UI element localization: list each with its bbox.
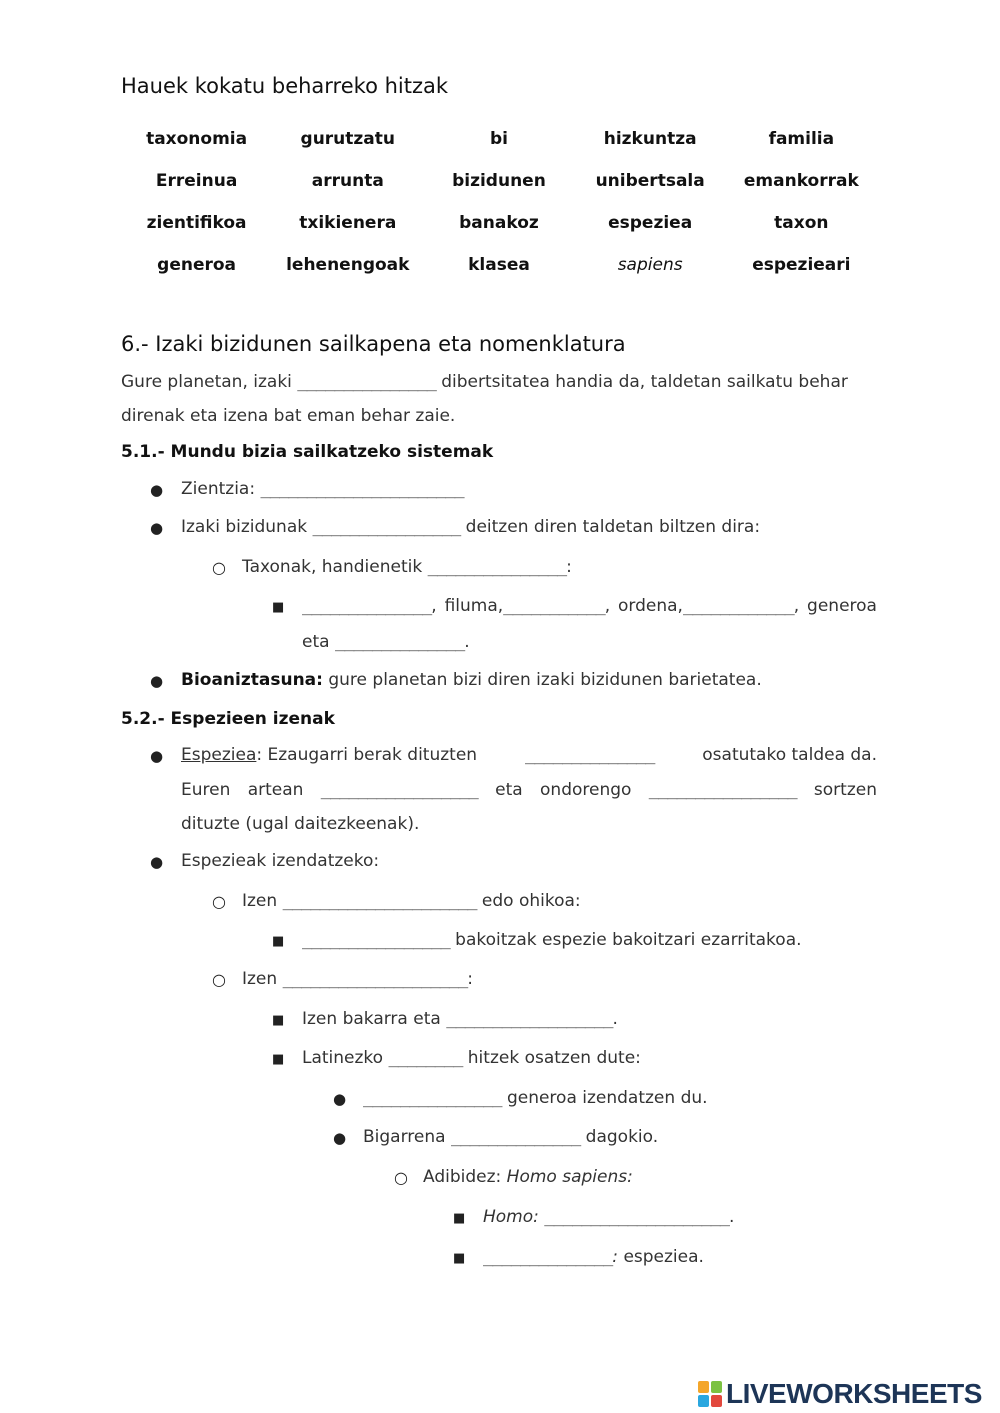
- text: Izen bakarra eta: [302, 1009, 441, 1029]
- disc-bullet-icon: ●: [150, 481, 164, 499]
- word[interactable]: sapiens: [617, 255, 683, 275]
- text: filuma,: [444, 596, 504, 616]
- square-bullet-icon: ■: [272, 1013, 285, 1028]
- text: edo ohikoa:: [481, 891, 581, 911]
- label: Zientzia:: [181, 479, 256, 499]
- intro-text: dibertsitatea handia da, taldetan sailkatu behar: [441, 372, 848, 392]
- word[interactable]: unibertsala: [595, 171, 705, 191]
- punct: :: [467, 969, 474, 989]
- taxon-list-line-2: [302, 632, 470, 652]
- blank-field[interactable]: ________________: [312, 517, 461, 537]
- word[interactable]: espeziea: [608, 213, 693, 233]
- word[interactable]: banakoz: [459, 213, 539, 233]
- punct: ,: [793, 596, 800, 616]
- hizkuntza-line: [302, 930, 802, 950]
- adibidez-line: [423, 1167, 633, 1187]
- blank-field[interactable]: ________: [388, 1048, 463, 1068]
- text: eta: [302, 632, 330, 652]
- text: Izaki bizidunak: [181, 517, 308, 537]
- square-bullet-icon: ■: [272, 934, 285, 949]
- text: gure planetan bizi diren izaki bizidunen barietatea.: [328, 670, 762, 690]
- square-bullet-icon: ■: [272, 600, 285, 615]
- word[interactable]: klasea: [468, 255, 530, 275]
- term: Bioaniztasuna:: [181, 670, 323, 690]
- text: deitzen diren taldetan biltzen dira:: [465, 517, 761, 537]
- blank-field[interactable]: ________________: [648, 780, 797, 800]
- blank-field[interactable]: ______________: [525, 745, 655, 765]
- punct: :: [612, 1247, 619, 1267]
- logo-text: LIVEWORKSHEETS: [726, 1378, 982, 1409]
- word[interactable]: familia: [768, 129, 835, 149]
- word[interactable]: espezieari: [752, 255, 851, 275]
- taxon-list-line: [302, 596, 877, 616]
- punct: :: [566, 557, 572, 577]
- disc-bullet-icon: ●: [333, 1129, 347, 1147]
- text: eta: [495, 780, 523, 800]
- circle-bullet-icon: ○: [212, 970, 226, 989]
- text: Latinezko: [302, 1048, 384, 1068]
- logo-mark-icon: [698, 1381, 722, 1407]
- word[interactable]: taxonomia: [146, 129, 248, 149]
- text: artean: [247, 780, 304, 800]
- blank-field[interactable]: _______________: [427, 557, 567, 577]
- izen-bakarra-line: [302, 1009, 618, 1029]
- word[interactable]: Erreinua: [155, 171, 238, 191]
- disc-bullet-icon: ●: [150, 672, 164, 690]
- word-bank-row: [121, 202, 877, 244]
- word[interactable]: hizkuntza: [603, 129, 697, 149]
- text: : Ezaugarri berak dituzten: [256, 745, 478, 765]
- text: generoa: [807, 596, 877, 616]
- square-bullet-icon: ■: [272, 1052, 285, 1067]
- word[interactable]: txikienera: [299, 213, 397, 233]
- disc-bullet-icon: ●: [333, 1090, 347, 1108]
- espeziea-line-2: [181, 780, 877, 800]
- punct: .: [464, 632, 470, 652]
- word[interactable]: arrunta: [311, 171, 384, 191]
- text: espeziea.: [623, 1247, 704, 1267]
- text: sortzen: [813, 780, 877, 800]
- disc-bullet-icon: ●: [150, 519, 164, 537]
- izendatzeko-line: Espezieak izendatzeko:: [181, 851, 380, 871]
- text: Izen: [242, 969, 278, 989]
- taxon-item: [618, 596, 799, 616]
- bigarrena-line: [363, 1127, 658, 1147]
- blank-field[interactable]: ____________________: [544, 1207, 729, 1227]
- punct: ,: [431, 596, 437, 616]
- blank-field[interactable]: ___________: [503, 596, 605, 616]
- word[interactable]: taxon: [774, 213, 829, 233]
- intro-line-1: [121, 365, 877, 399]
- text: dagokio.: [585, 1127, 659, 1147]
- word-bank-title: Hauek kokatu beharreko hitzak: [121, 74, 449, 98]
- text: generoa izendatzen du.: [506, 1088, 708, 1108]
- text: ondorengo: [540, 780, 632, 800]
- subsection-title: 5.1.- Mundu bizia sailkatzeko sistemak: [121, 442, 494, 462]
- text: Euren: [181, 780, 231, 800]
- square-bullet-icon: ■: [453, 1211, 466, 1226]
- blank-field[interactable]: _________________: [320, 780, 478, 800]
- espeziea-line-3: dituzte (ugal daitezkeenak).: [181, 814, 420, 834]
- blank-field[interactable]: _______________: [363, 1088, 502, 1108]
- homo-line: [483, 1207, 734, 1227]
- word[interactable]: generoa: [157, 255, 237, 275]
- blank-field[interactable]: ______________________: [260, 479, 464, 499]
- lehenengoa-line: [363, 1088, 708, 1108]
- word[interactable]: bizidunen: [452, 171, 546, 191]
- text: Taxonak, handienetik: [242, 557, 423, 577]
- circle-bullet-icon: ○: [212, 892, 226, 911]
- logo-square: [698, 1395, 709, 1407]
- logo-square: [711, 1381, 722, 1393]
- blank-field[interactable]: ______________: [334, 632, 465, 652]
- word[interactable]: gurutzatu: [300, 129, 396, 149]
- izen-zientifikoa-line: [242, 969, 473, 989]
- blank-field[interactable]: ________________: [302, 930, 450, 950]
- word[interactable]: lehenengoak: [286, 255, 410, 275]
- blank-field[interactable]: _______________: [297, 372, 436, 392]
- punct: .: [612, 1009, 618, 1029]
- blank-field[interactable]: ______________: [483, 1247, 613, 1267]
- section-title: 6.- Izaki bizidunen sailkapena eta nomenklatura: [121, 332, 626, 356]
- word-bank: [121, 118, 877, 286]
- latinezko-line: [302, 1048, 641, 1068]
- species-name: Homo sapiens:: [506, 1167, 633, 1187]
- izaki-line: [181, 517, 760, 537]
- punct: ,: [604, 596, 611, 616]
- text: bakoitzak espezie bakoitzari ezarritakoa.: [455, 930, 802, 950]
- genus-name: Homo:: [483, 1207, 539, 1227]
- logo-square: [698, 1381, 709, 1393]
- espeziea-line-1: [181, 745, 877, 765]
- text: Adibidez:: [423, 1167, 502, 1187]
- zientzia-line: [181, 479, 464, 499]
- word-bank-row: [121, 118, 877, 160]
- word[interactable]: bi: [489, 129, 508, 149]
- text: Izen: [242, 891, 278, 911]
- blank-field[interactable]: ____________: [682, 596, 794, 616]
- word[interactable]: zientifikoa: [146, 213, 247, 233]
- blank-field[interactable]: ____________________: [282, 969, 468, 989]
- text: Bigarrena: [363, 1127, 446, 1147]
- word-bank-row: [121, 160, 877, 202]
- punct: .: [728, 1207, 735, 1227]
- text: hitzek osatzen dute:: [467, 1048, 641, 1068]
- text: [181, 745, 477, 765]
- logo-square: [711, 1395, 722, 1407]
- taxon-item: [302, 596, 437, 616]
- blank-field[interactable]: _____________________: [282, 891, 477, 911]
- subsection-title: 5.2.- Espezieen izenak: [121, 709, 335, 729]
- text: osatutako taldea da.: [702, 745, 877, 765]
- intro-line-2: direnak eta izena bat eman behar zaie.: [121, 406, 456, 426]
- sapiens-line: [483, 1247, 704, 1267]
- blank-field[interactable]: ______________: [450, 1127, 581, 1147]
- circle-bullet-icon: ○: [394, 1168, 408, 1187]
- taxon-item: [445, 596, 611, 616]
- square-bullet-icon: ■: [453, 1251, 466, 1266]
- word-bank-row: [121, 244, 877, 286]
- blank-field[interactable]: __________________: [446, 1009, 613, 1029]
- word[interactable]: emankorrak: [743, 171, 859, 191]
- taxonak-line: [242, 557, 572, 577]
- term: Espeziea: [181, 745, 257, 765]
- disc-bullet-icon: ●: [150, 853, 164, 871]
- disc-bullet-icon: ●: [150, 747, 164, 765]
- circle-bullet-icon: ○: [212, 558, 226, 577]
- liveworksheets-logo: [698, 1378, 982, 1410]
- blank-field[interactable]: ______________: [302, 596, 432, 616]
- bioaniztasuna-line: [181, 670, 762, 690]
- izen-arrunta-line: [242, 891, 581, 911]
- intro-text: Gure planetan, izaki: [121, 372, 292, 392]
- text: ordena,: [618, 596, 683, 616]
